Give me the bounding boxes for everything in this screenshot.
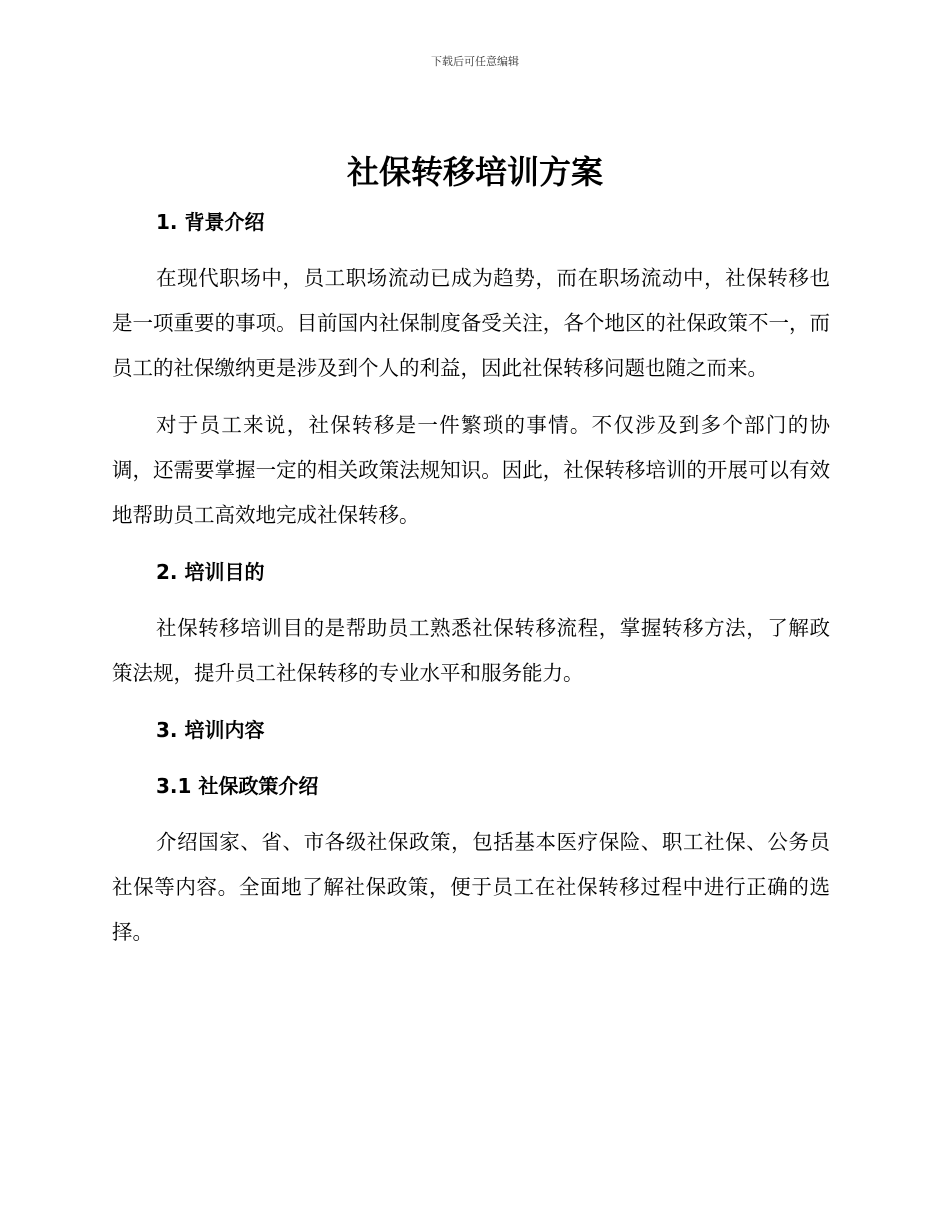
page-header-note: 下载后可任意编辑 bbox=[431, 55, 519, 68]
subsection-heading-policy: 3.1 社保政策介绍 bbox=[156, 774, 319, 798]
section-heading-background: 1. 背景介绍 bbox=[156, 210, 265, 234]
section-heading-purpose: 2. 培训目的 bbox=[156, 560, 265, 584]
document-title: 社保转移培训方案 bbox=[346, 153, 603, 191]
paragraph-background-2: 对于员工来说，社保转移是一件繁琐的事情。不仅涉及到多个部门的协调，还需要掌握一定的相关政策法规知识。因此，社保转移培训的开展可以有效地帮助员工高效地完成社保转移。 bbox=[112, 413, 830, 527]
paragraph-purpose: 社保转移培训目的是帮助员工熟悉社保转移流程，掌握转移方法，了解政策法规，提升员工社保转移的专业水平和服务能力。 bbox=[112, 616, 830, 685]
document-body bbox=[112, 200, 830, 955]
section-heading-content: 3. 培训内容 bbox=[156, 718, 265, 742]
paragraph-background-1: 在现代职场中，员工职场流动已成为趋势，而在职场流动中，社保转移也是一项重要的事项。目前国内社保制度备受关注，各个地区的社保政策不一，而员工的社保缴纳更是涉及到个人的利益，因此社保转移问题也随之而来。 bbox=[112, 266, 830, 380]
paragraph-policy: 介绍国家、省、市各级社保政策，包括基本医疗保险、职工社保、公务员社保等内容。全面地了解社保政策，便于员工在社保转移过程中进行正确的选择。 bbox=[112, 830, 830, 944]
